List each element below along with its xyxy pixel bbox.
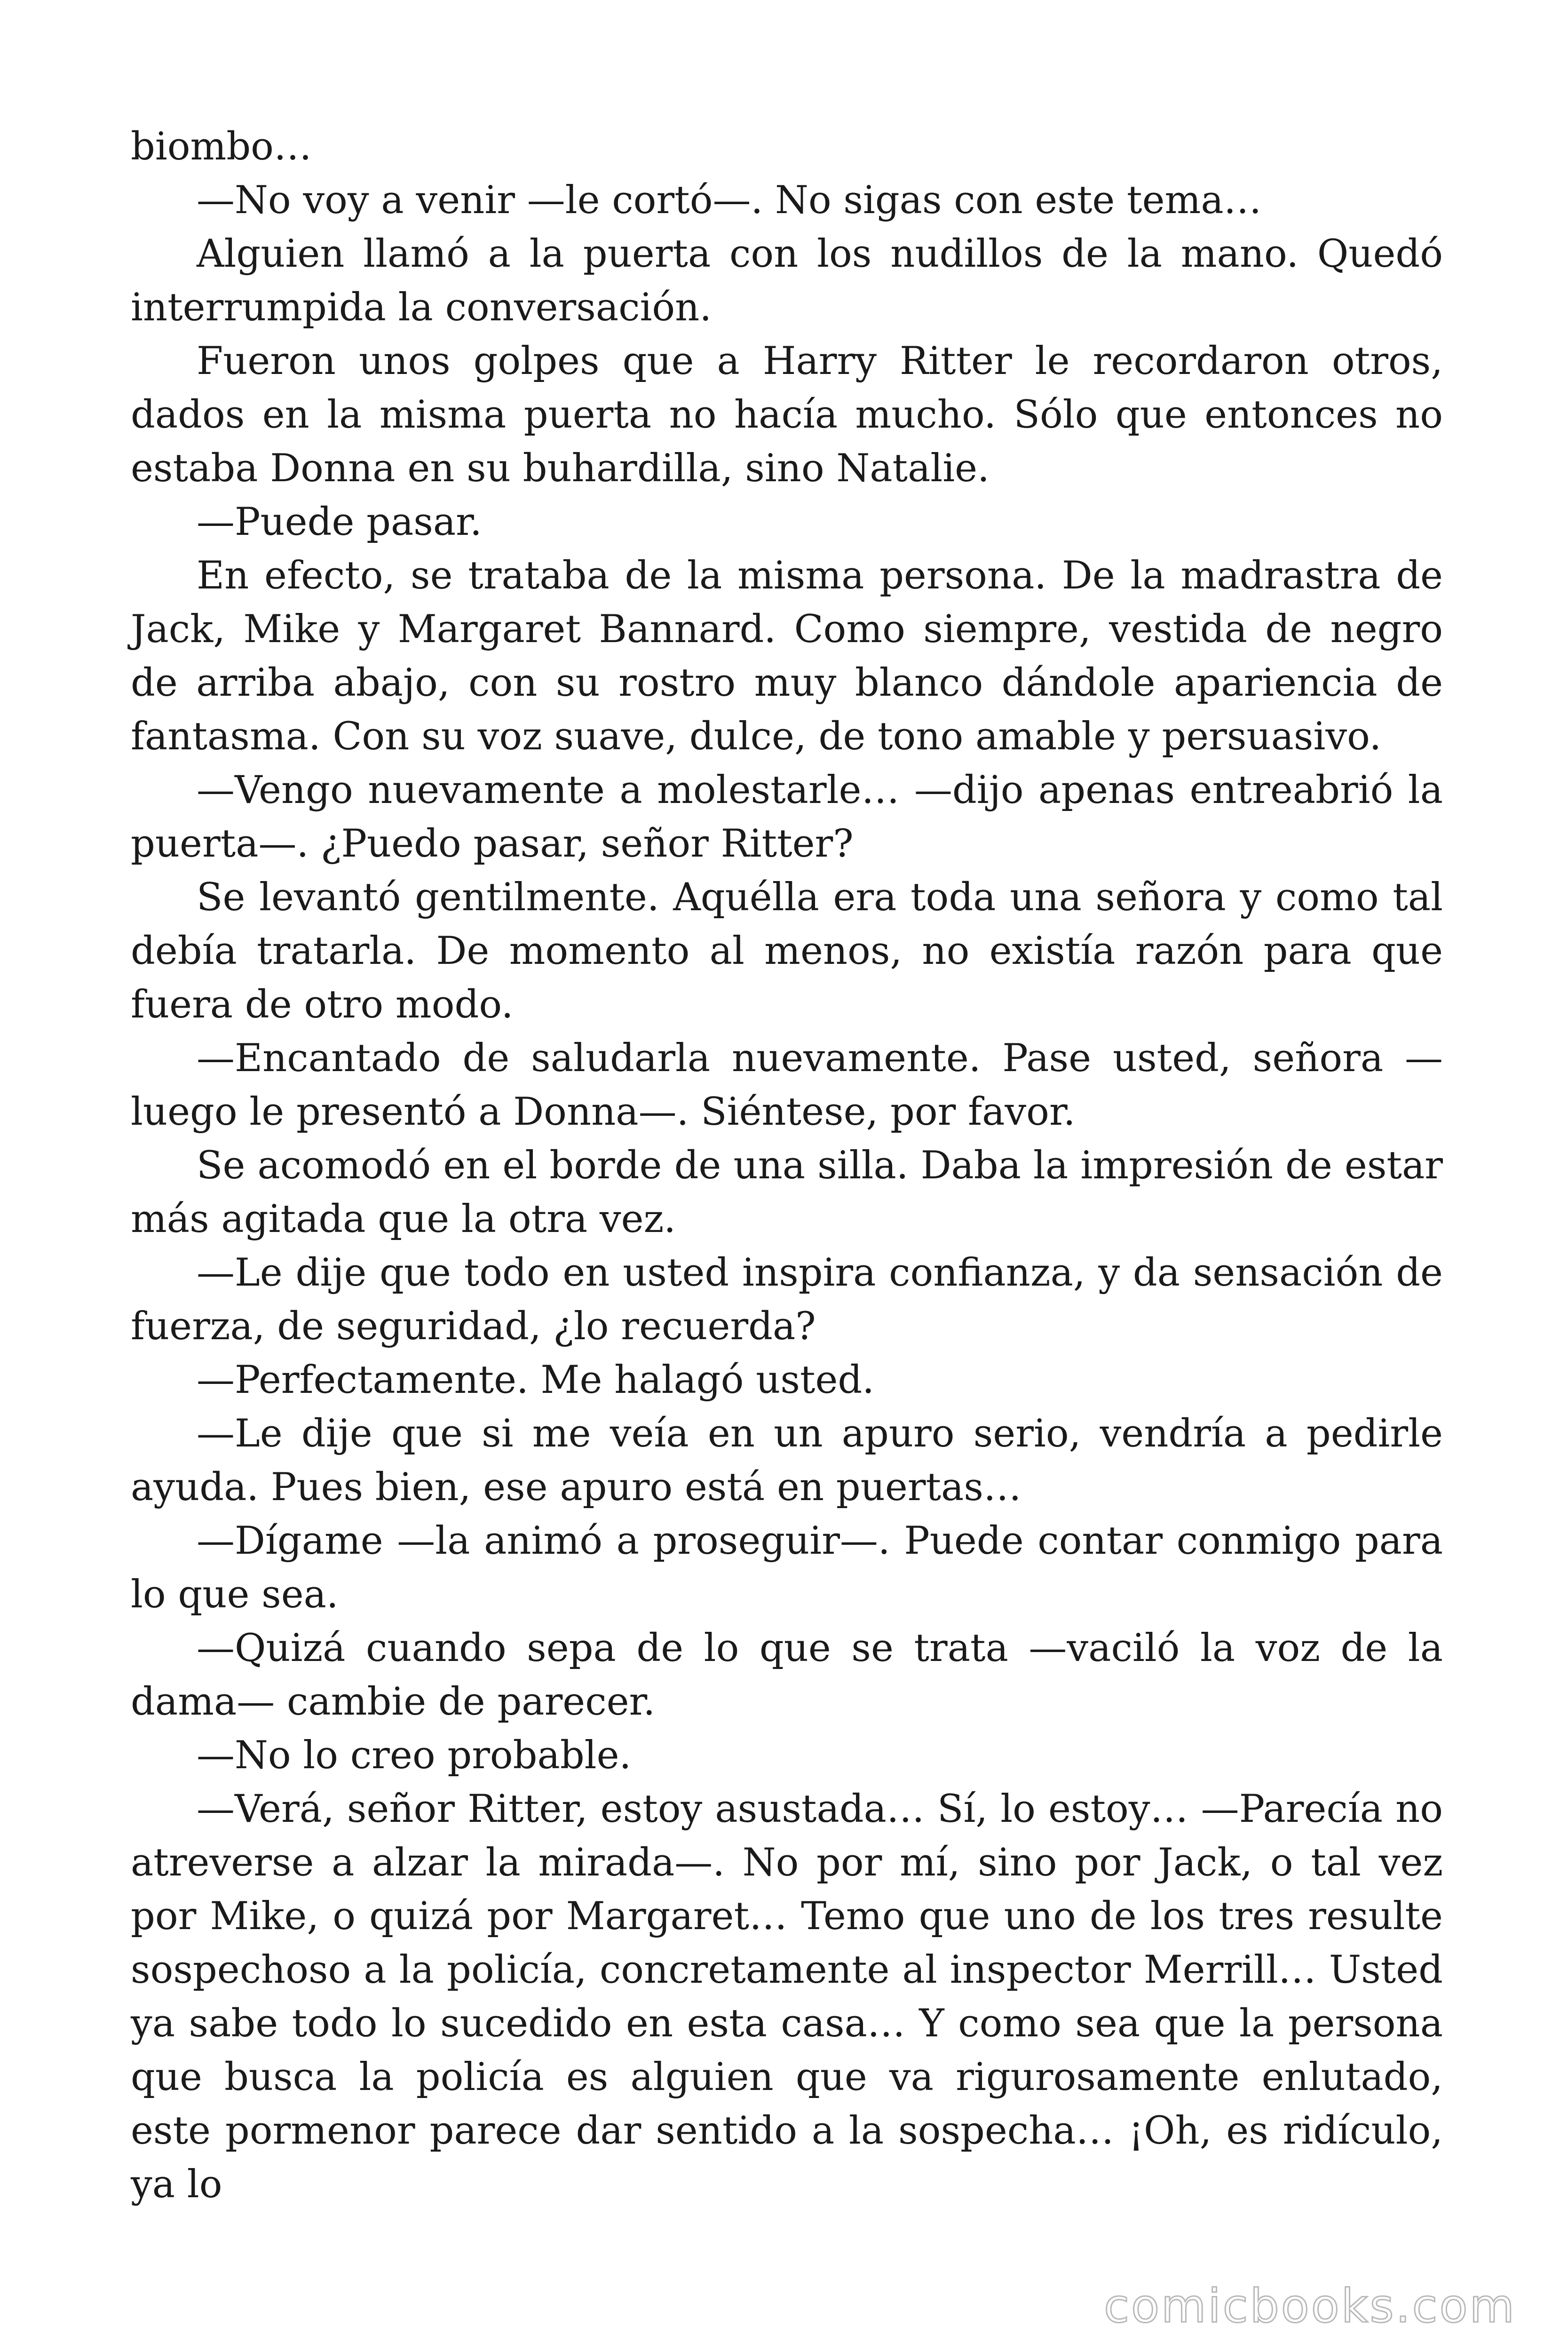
paragraph: —Encantado de saludarla nuevamente. Pase usted, señora —luego le presentó a Donna—. Siéntese, por favor. bbox=[131, 1036, 1443, 1134]
paragraph: —Le dije que si me veía en un apuro serio, vendría a pedirle ayuda. Pues bien, ese apuro está en puertas… bbox=[131, 1412, 1443, 1510]
paragraph: —Vengo nuevamente a molestarle… —dijo apenas entreabrió la puerta—. ¿Puedo pasar, señor Ritter? bbox=[131, 768, 1443, 866]
paragraph: —No lo creo probable. bbox=[197, 1733, 632, 1778]
paragraph: —Le dije que todo en usted inspira confianza, y da sensación de fuerza, de seguridad, ¿lo recuerda? bbox=[131, 1251, 1443, 1349]
paragraph: Se levantó gentilmente. Aquélla era toda una señora y como tal debía tratarla. De momento al menos, no existía razón para que fuera de otro modo. bbox=[131, 875, 1443, 1027]
paragraph: —Quizá cuando sepa de lo que se trata —vaciló la voz de la dama— cambie de parecer. bbox=[131, 1626, 1443, 1724]
paragraph: —No voy a venir —le cortó—. No sigas con este tema… bbox=[197, 178, 1262, 222]
book-page-text bbox=[131, 120, 1443, 2211]
paragraph: Se acomodó en el borde de una silla. Daba la impresión de estar más agitada que la otra vez. bbox=[131, 1144, 1443, 1241]
watermark: comicbooks.com bbox=[1104, 2280, 1516, 2333]
paragraph: —Dígame —la animó a proseguir—. Puede contar conmigo para lo que sea. bbox=[131, 1519, 1443, 1617]
paragraph: —Puede pasar. bbox=[197, 500, 482, 544]
paragraph: —Verá, señor Ritter, estoy asustada… Sí, lo estoy… —Parecía no atreverse a alzar la mirada—. No por mí, sino por Jack, o tal vez por Mike, o quizá por Margaret… Temo que uno de los tres resulte sospechoso a la policía, concretamente al inspector Merrill… Usted ya sabe todo lo sucedido en esta casa… Y como sea que la persona que busca la policía es alguien que va rigurosamente enlutado, este pormenor parece dar sentido a la sospecha… ¡Oh, es ridículo, ya lo bbox=[131, 1787, 1443, 2207]
paragraph: —Perfectamente. Me halagó usted. bbox=[197, 1358, 874, 1402]
paragraph: Alguien llamó a la puerta con los nudillos de la mano. Quedó interrumpida la conversación. bbox=[131, 232, 1443, 330]
paragraph: biombo… bbox=[131, 125, 312, 169]
paragraph: En efecto, se trataba de la misma persona. De la madrastra de Jack, Mike y Margaret Bannard. Como siempre, vestida de negro de arriba abajo, con su rostro muy blanco dándole apariencia de fantasma. Con su voz suave, dulce, de tono amable y persuasivo. bbox=[131, 554, 1443, 759]
paragraph: Fueron unos golpes que a Harry Ritter le recordaron otros, dados en la misma puerta no hacía mucho. Sólo que entonces no estaba Donna en su buhardilla, sino Natalie. bbox=[131, 339, 1443, 491]
